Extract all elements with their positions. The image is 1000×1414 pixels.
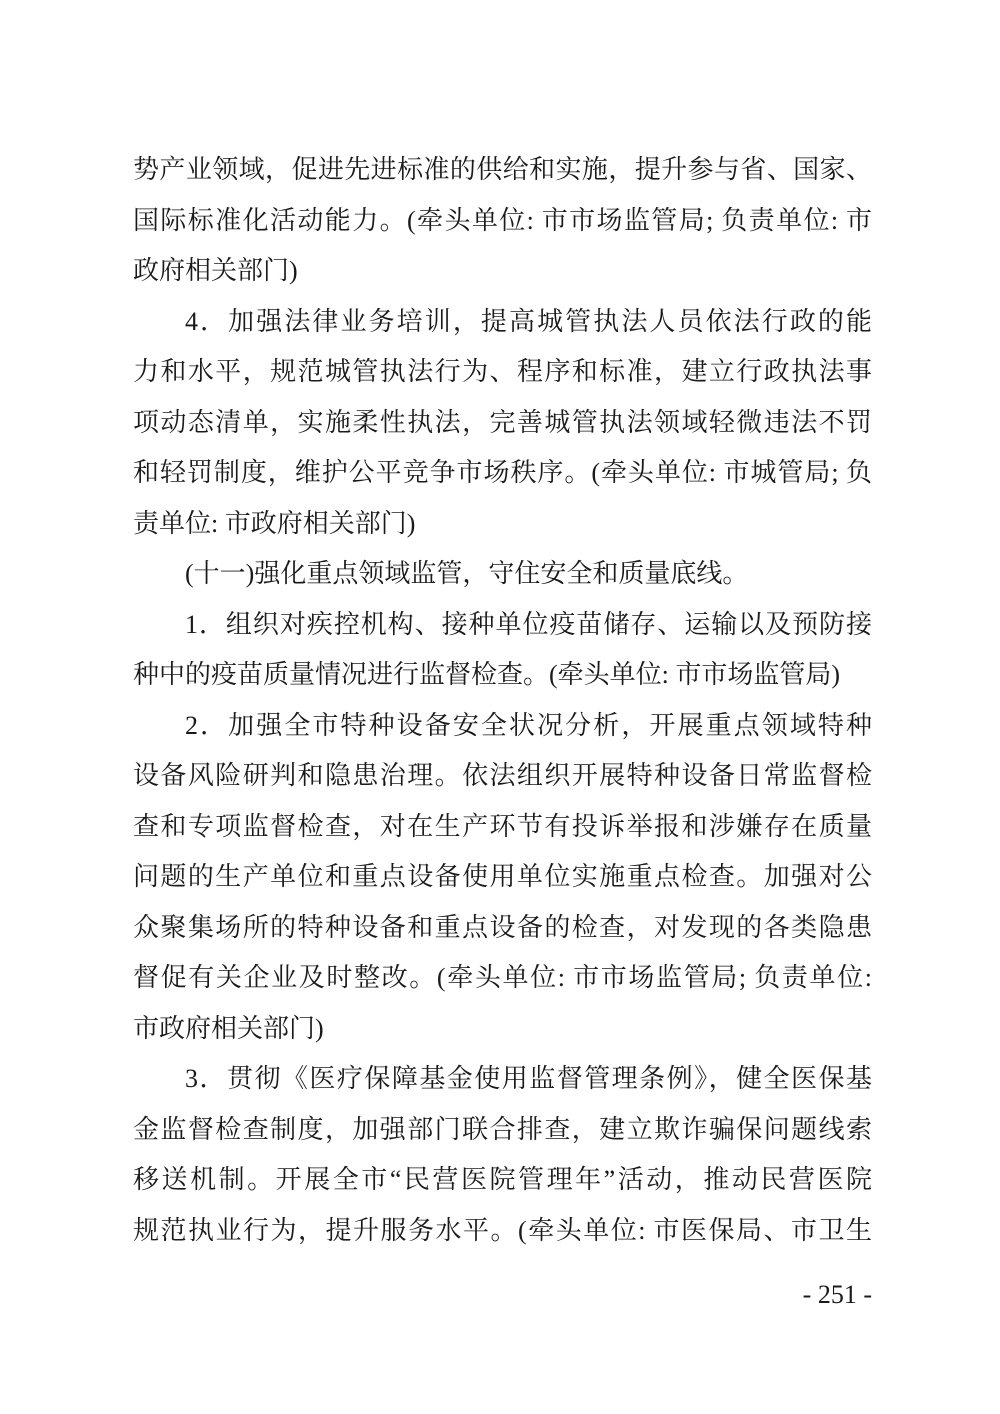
body-paragraph bbox=[133, 145, 872, 297]
body-paragraph bbox=[133, 701, 872, 1055]
text-line: 国际标准化活动能力。(牵头单位: 市市场监管局; 负责单位: 市 bbox=[133, 205, 872, 235]
document-text bbox=[133, 145, 872, 1256]
text-line: 规范执业行为，提升服务水平。(牵头单位: 市医保局、市卫生 bbox=[133, 1215, 872, 1245]
body-paragraph bbox=[133, 600, 872, 701]
text-line: 项动态清单，实施柔性执法，完善城管执法领域轻微违法不罚 bbox=[133, 407, 872, 437]
page-number: - 251 - bbox=[802, 1280, 872, 1309]
text-line: 和轻罚制度，维护公平竞争市场秩序。(牵头单位: 市城管局; 负 bbox=[133, 458, 872, 487]
text-line: 责单位: 市政府相关部门) bbox=[133, 508, 416, 538]
text-line: 种中的疫苗质量情况进行监督检查。(牵头单位: 市市场监管局) bbox=[133, 660, 841, 689]
text-line: 政府相关部门) bbox=[133, 256, 298, 285]
text-line: 设备风险研判和隐患治理。依法组织开展特种设备日常监督检 bbox=[133, 761, 872, 790]
section-heading-paragraph bbox=[133, 549, 872, 600]
text-line: 督促有关企业及时整改。(牵头单位: 市市场监管局; 负责单位: bbox=[133, 963, 872, 992]
text-line: 移送机制。开展全市“民营医院管理年”活动，推动民营医院 bbox=[133, 1165, 872, 1194]
text-line: 金监督检查制度，加强部门联合排查，建立欺诈骗保问题线索 bbox=[133, 1114, 872, 1144]
text-line: 众聚集场所的特种设备和重点设备的检查，对发现的各类隐患 bbox=[133, 912, 872, 942]
text-line: 3．贯彻《医疗保障基金使用监督管理条例》，健全医保基 bbox=[185, 1064, 872, 1093]
text-line: 问题的生产单位和重点设备使用单位实施重点检查。加强对公 bbox=[133, 862, 872, 891]
body-paragraph bbox=[133, 1054, 872, 1256]
text-line: 查和专项监督检查，对在生产环节有投诉举报和涉嫌存在质量 bbox=[133, 811, 872, 841]
text-line: 势产业领域，促进先进标准的供给和实施，提升参与省、国家、 bbox=[133, 155, 872, 184]
body-paragraph bbox=[133, 297, 872, 550]
text-line: 市政府相关部门) bbox=[133, 1013, 324, 1043]
text-line: (十一)强化重点领域监管，守住安全和质量底线。 bbox=[185, 559, 749, 588]
text-line: 力和水平，规范城管执法行为、程序和标准，建立行政执法事 bbox=[133, 357, 872, 386]
text-line: 2．加强全市特种设备安全状况分析，开展重点领域特种 bbox=[185, 710, 872, 740]
text-line: 1．组织对疾控机构、接种单位疫苗储存、运输以及预防接 bbox=[185, 609, 872, 639]
text-line: 4．加强法律业务培训，提高城管执法人员依法行政的能 bbox=[185, 306, 872, 336]
